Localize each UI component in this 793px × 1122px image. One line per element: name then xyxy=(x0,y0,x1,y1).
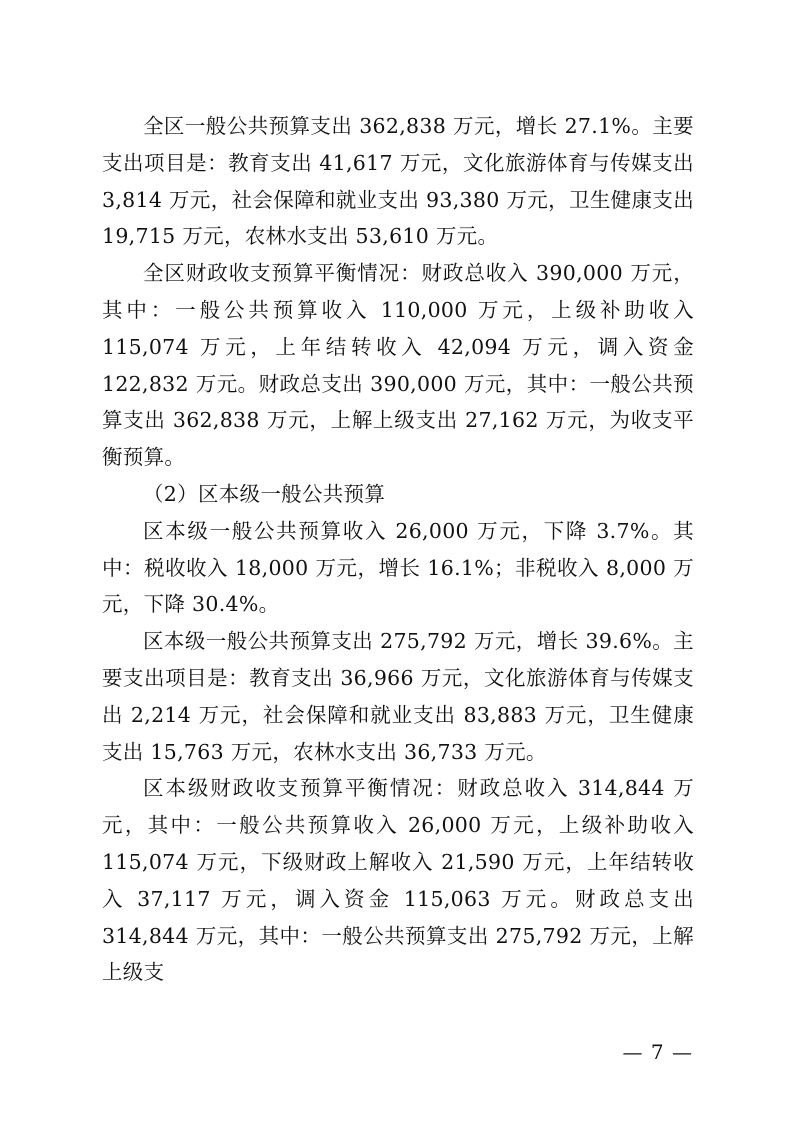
paragraph-district-balance: 全区财政收支预算平衡情况：财政总收入 390,000 万元，其中：一般公共预算收入 110,000 万元，上级补助收入 115,074 万元，上年结转收入 42,094 万元，调入资金 122,832 万元。财政总支出 390,000 万元，其中：一般公共预算支出 362,838 万元，上解上级支出 27,162 万元，为收支平衡预算。 xyxy=(102,261,694,470)
document-body xyxy=(102,108,694,991)
section-heading-district-level-budget: （2）区本级一般公共预算 xyxy=(143,481,386,506)
paragraph-district-expenditure: 全区一般公共预算支出 362,838 万元，增长 27.1%。主要支出项目是：教育支出 41,617 万元，文化旅游体育与传媒支出 3,814 万元，社会保障和就业支出 93,380 万元，卫生健康支出 19,715 万元，农林水支出 53,610 万元。 xyxy=(102,114,694,249)
paragraph-district-level-revenue: 区本级一般公共预算收入 26,000 万元，下降 3.7%。其中：税收收入 18,000 万元，增长 16.1%；非税收入 8,000 万元，下降 30.4%。 xyxy=(102,518,694,617)
page-number: — 7 — xyxy=(622,1040,693,1064)
paragraph-district-level-expenditure: 区本级一般公共预算支出 275,792 万元，增长 39.6%。主要支出项目是：教育支出 36,966 万元，文化旅游体育与传媒支出 2,214 万元，社会保障和就业支出 83,883 万元，卫生健康支出 15,763 万元，农林水支出 36,733 万元。 xyxy=(102,629,694,764)
paragraph-district-level-balance: 区本级财政收支预算平衡情况：财政总收入 314,844 万元，其中：一般公共预算收入 26,000 万元，上级补助收入 115,074 万元，下级财政上解收入 21,590 万元，上年结转收入 37,117 万元，调入资金 115,063 万元。财政总支出 314,844 万元，其中：一般公共预算支出 275,792 万元，上解上级支 xyxy=(102,776,694,985)
